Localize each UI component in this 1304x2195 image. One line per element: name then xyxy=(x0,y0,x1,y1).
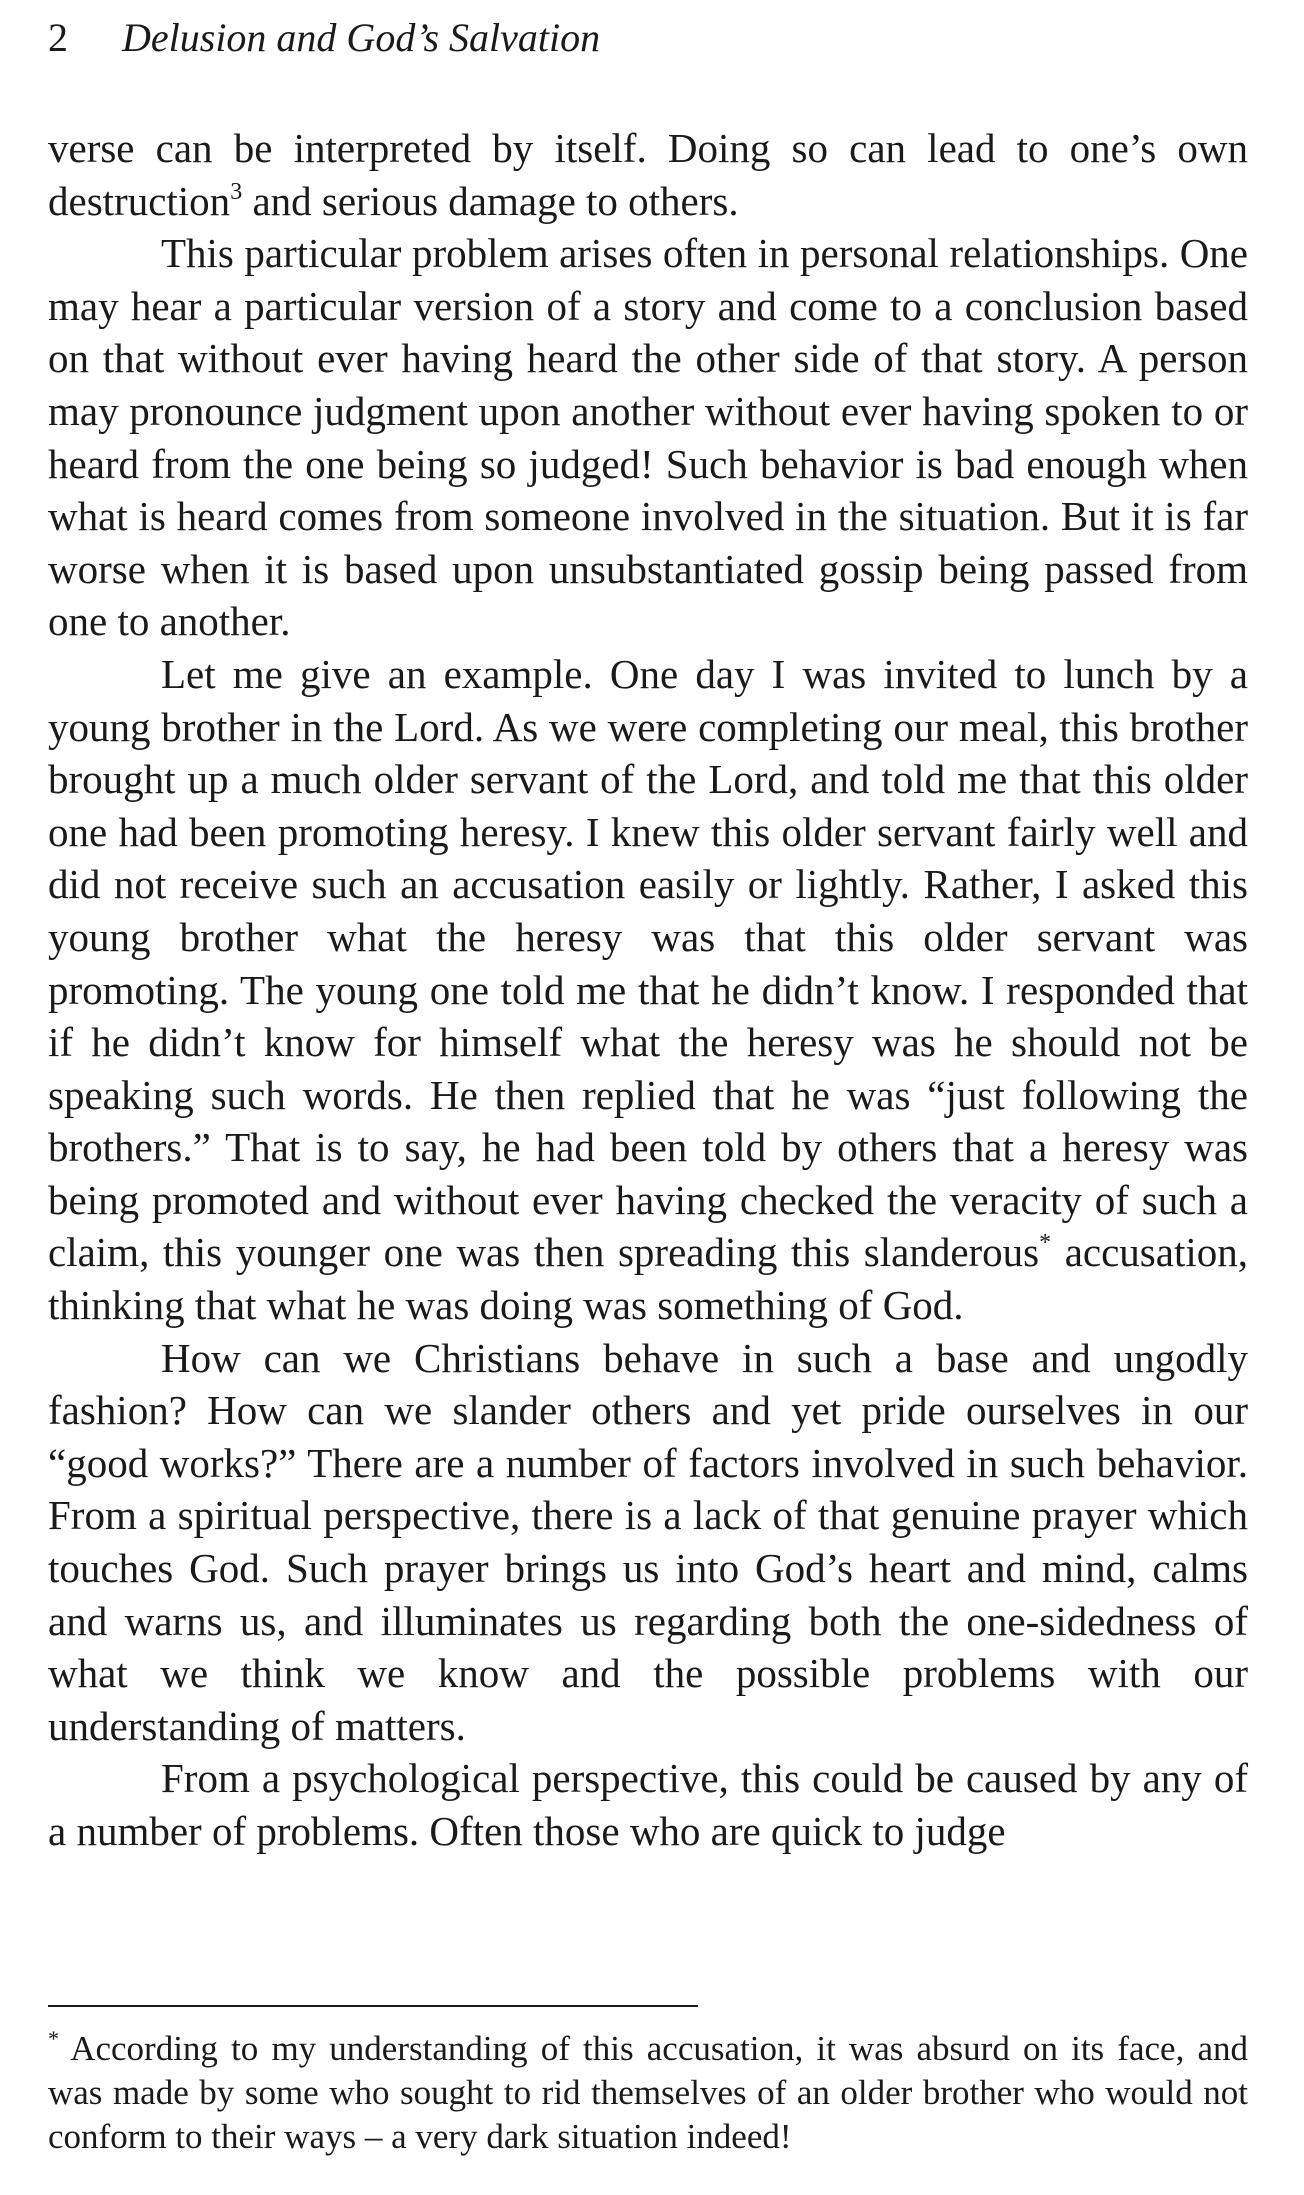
footnote-ref-asterisk: * xyxy=(1039,1230,1052,1257)
paragraph-1 xyxy=(48,122,1248,227)
footnote-marker: * xyxy=(48,2026,59,2051)
paragraph-2: This particular problem arises often in personal relationships. One may hear a particular version of a story and come to a conclusion based on that without ever having heard the other side of that story. A person may pronounce judgment upon another without ever having spoken to or heard from the one being so judged! Such behavior is bad enough when what is heard comes from someone involved in the situation. But it is far worse when it is based upon unsubstantiated gossip being passed from one to another. xyxy=(48,230,1248,645)
paragraph-1-text: verse can be interpreted by itself. Doing so can lead to one’s own destruction xyxy=(48,125,1248,224)
body-text xyxy=(48,122,1248,1858)
running-head xyxy=(48,14,600,62)
footnote-ref-3: 3 xyxy=(230,178,243,205)
paragraph-4: How can we Christians behave in such a base and ungodly fashion? How can we slander others and yet pride ourselves in our “good works?” There are a number of factors involved in such behavior. From a spiritual perspective, there is a lack of that genuine prayer which touches God. Such prayer brings us into God’s heart and mind, calms and warns us, and illuminates us regarding both the one-sidedness of what we think we know and the possible problems with our understanding of matters. xyxy=(48,1334,1248,1749)
paragraph-3-text: Let me give an example. One day I was invited to lunch by a young brother in the Lord. As we were completing our meal, this brother brought up a much older servant of the Lord, and told me that this older one had been promoting heresy. I knew this older servant fairly well and did not receive such an accusation easily or lightly. Rather, I asked this young brother what the heresy was that this older servant was promoting. The young one told me that he didn’t know. I responded that if he didn’t know for himself what the heresy was he should not be speaking such words. He then replied that he was “just following the brothers.” That is to say, he had been told by others that a heresy was being promoted and without ever having checked the veracity of such a claim, this younger one was then spreading this slanderous xyxy=(48,650,1248,1276)
paragraph-3-text-end: accusation, thinking that what he was doing was something of God. xyxy=(48,1229,1248,1329)
footnote xyxy=(48,2027,1248,2159)
paragraph-1-text-end: and serious damage to others. xyxy=(242,177,739,224)
footnote-divider xyxy=(48,2005,698,2007)
book-title: Delusion and God’s Salvation xyxy=(122,15,601,60)
paragraph-3 xyxy=(48,648,1248,1332)
page-number: 2 xyxy=(48,15,68,60)
paragraph-5: From a psychological perspective, this could be caused by any of a number of problems. Often those who are quick to judge xyxy=(48,1755,1248,1854)
footnote-text: According to my understanding of this accusation, it was absurd on its face, and was made by some who sought to rid themselves of an older brother who would not conform to their ways – a very dark situation indeed! xyxy=(48,2029,1248,2156)
